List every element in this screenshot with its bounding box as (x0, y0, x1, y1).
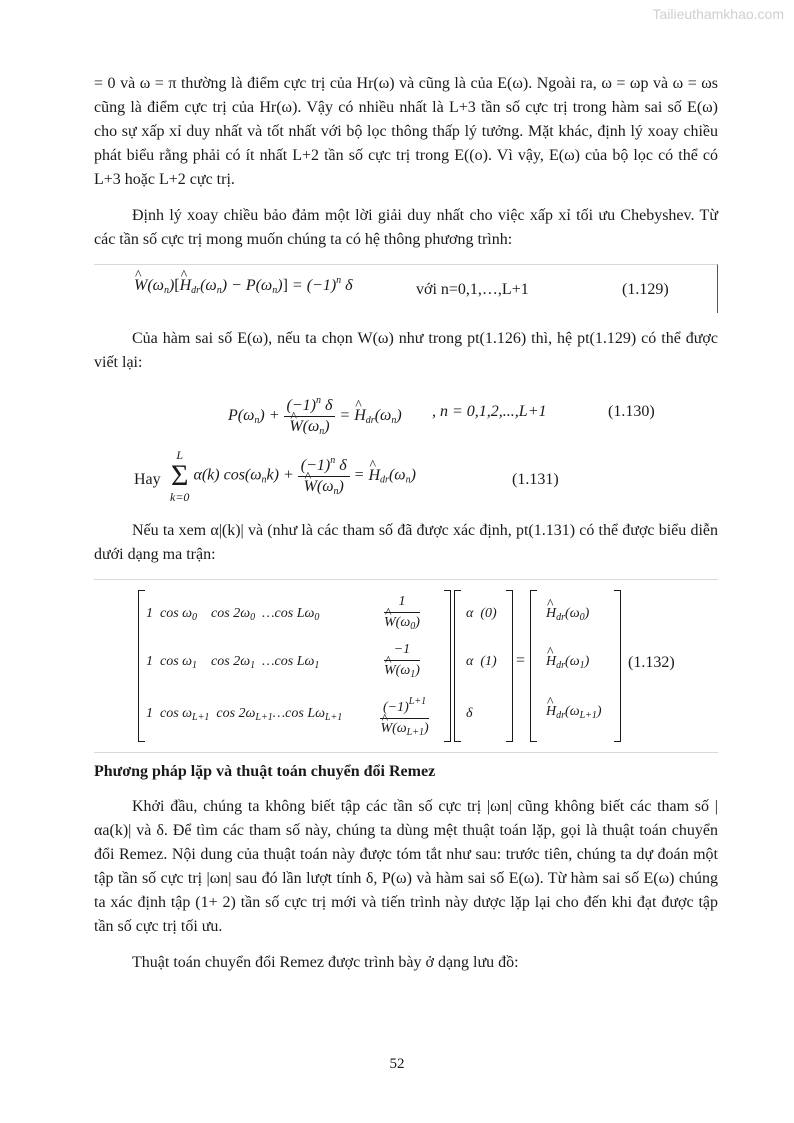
equation-1-130-condition: , n = 0,1,2,...,L+1 (432, 403, 547, 420)
equation-1-130-formula: $P(\omega_n)$ + $(-1)^n$ δ ^ $W(\omega_n)$ = ^ $H_{dr}(\omega_n)$ (228, 391, 402, 442)
rhs-right-bracket (614, 590, 621, 742)
paragraph-2: Định lý xoay chiều bảo đảm một lời giải duy nhất cho việc xấp xỉ tối ưu Chebyshev. Từ các tần số cực trị mong muốn chúng ta có hệ thông phương trình: (94, 207, 718, 248)
equation-1-129-number: (1.129) (622, 281, 669, 298)
matrix-row-1: 1 $\cos \omega_0$ $\cos 2\omega_0$ …cos $L\omega_0$ (146, 606, 320, 623)
equation-1-131-number: (1.131) (512, 471, 559, 488)
vector-alpha-0: α (0) (466, 606, 497, 621)
section-heading: Phương pháp lặp và thuật toán chuyển đổi Remez (94, 763, 436, 780)
matrix-row-3: 1 $\cos \omega_{L+1}$ $\cos 2\omega_{L+1}\dots\cos$ $L\omega_{L+1}$ (146, 706, 343, 723)
equation-1-131-formula: L Σ k=0 α(k) $\cos(\omega_nk)$ + $(-1)^n$ δ ^ $W(\omega_n)$ = ^ $H_{dr}(\omega_n)$ (170, 449, 416, 503)
page-number: 52 (389, 1056, 405, 1072)
matrix-weight-1: 1 ^ $W(\omega_0)$ (384, 592, 420, 637)
matrix-row-2: 1 $\cos \omega_1$ $\cos 2\omega_1$ …cos $L\omega_1$ (146, 654, 320, 671)
equation-1-129-condition: với n=0,1,…,L+1 (416, 281, 529, 298)
matrix-left-bracket (138, 590, 145, 742)
equation-1-130-number: (1.130) (608, 403, 655, 420)
equation-1-131 (94, 447, 718, 509)
paragraph-5: Khởi đầu, chúng ta không biết tập các tần số cực trị |ωn| cũng không biết các tham số |αa(k)| và δ. Để tìm các tham số này, chúng ta dùng mệt thuật toán lặp, gọi là thuật toán chuyển đổi Remez. Nội dung của thuật toán này được tóm tắt như sau: trước tiên, chúng ta dự đoán một tập tần số cực trị |ωn| sau đó lần lượt tính δ, P(ω) và hàm sai số E(ω). Từ hàm sai số E(ω) chúng ta xác định tập (1+ 2) tần số cực trị mới và tiến trình này dược lặp lại cho đến khi đạt được tập tần số cực trị tối ưu. (94, 798, 718, 935)
equation-1-132 (94, 579, 718, 753)
paragraph-4: Nếu ta xem α|(k)| và (như là các tham số đã được xác định, pt(1.131) có thể được biểu diễn dưới dạng ma trận: (94, 522, 718, 563)
rhs-h-0: ^ $H_{dr}(\omega_0)$ (546, 606, 589, 623)
paragraph-1: = 0 và ω = π thường là điểm cực trị của Hr(ω) và cũng là của E(ω). Ngoài ra, ω = ωp và ω = ωs cũng là điểm cực trị của Hr(ω). Vậy có nhiều nhất là L+3 tần số cực trị trong hàm sai số E(ω) cho sự xấp xỉ duy nhất và tốt nhất với bộ lọc thông thấp lý tưởng. Mặt khác, định lý xoay chiều phát biểu rằng phải có ít nhất L+2 tần số cực trị trong E((o). Vì vậy, E(ω) của bộ lọc có thể có L+3 hoặc L+2 cực trị. (94, 75, 718, 188)
watermark: Tailieuthamkhao.com (652, 6, 784, 22)
equation-1-130 (94, 387, 718, 447)
rhs-left-bracket (530, 590, 537, 742)
page-content (94, 72, 718, 987)
equation-1-129 (94, 264, 718, 313)
paragraph-3: Của hàm sai số E(ω), nếu ta chọn W(ω) như trong pt(1.126) thì, hệ pt(1.129) có thể được viết lại: (94, 330, 718, 371)
matrix-equals: = (516, 652, 526, 669)
matrix-right-bracket (444, 590, 451, 742)
equation-1-132-number: (1.132) (628, 654, 675, 671)
matrix-weight-3: $(-1)^{L+1}$ ^ $W(\omega_{L+1})$ (380, 692, 429, 743)
rhs-h-l1: ^ $H_{dr}(\omega_{L+1})$ (546, 704, 602, 721)
vector-right-bracket (506, 590, 513, 742)
vector-left-bracket (454, 590, 461, 742)
paragraph-6: Thuật toán chuyển đổi Remez được trình bày ở dạng lưu đồ: (132, 954, 519, 971)
vector-alpha-1: α (1) (466, 654, 497, 669)
rhs-h-1: ^ $H_{dr}(\omega_1)$ (546, 654, 589, 671)
vector-delta: δ (466, 706, 473, 721)
matrix-weight-2: −1 ^ $W(\omega_1)$ (384, 640, 420, 685)
equation-1-131-prefix: Hay (134, 471, 161, 488)
equation-1-129-formula: ^ $W(\omega_n)[\^{}$ $H_{dr}(\omega_n) - P(\omega_n)] = (-1)^n$ δ (134, 275, 353, 296)
